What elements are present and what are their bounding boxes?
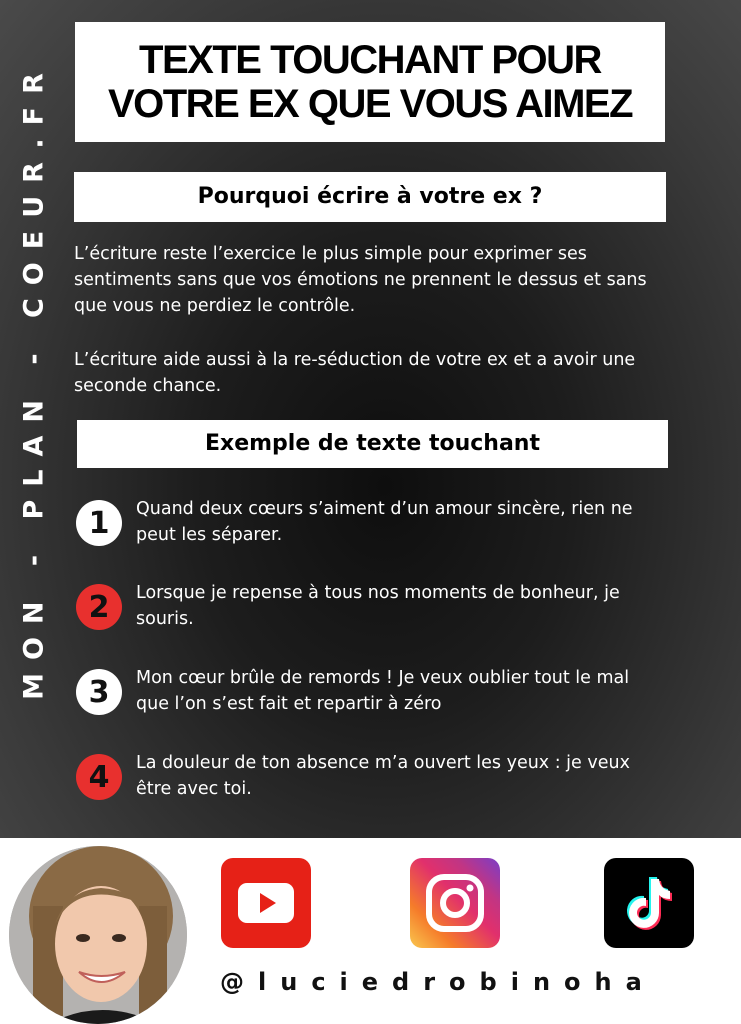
why-heading: Pourquoi écrire à votre ex ? xyxy=(74,172,666,222)
example-item-3 xyxy=(76,665,676,717)
example-item-1 xyxy=(76,496,676,548)
footer xyxy=(0,838,741,1024)
avatar-portrait xyxy=(9,846,187,1024)
social-handle[interactable]: @luciedrobinoha xyxy=(220,968,656,996)
example-text-3: Mon cœur brûle de remords ! Je veux oublier tout le mal que l’on s’est fait et repartir à zéro xyxy=(136,668,630,714)
number-badge-1: 1 xyxy=(76,500,122,546)
tiktok-icon[interactable] xyxy=(604,858,694,948)
example-text-1: Quand deux cœurs s’aiment d’un amour sincère, rien ne peut les séparer. xyxy=(136,499,633,545)
number-badge-3: 3 xyxy=(76,669,122,715)
why-paragraph-2: L’écriture aide aussi à la re-séduction de votre ex et a avoir une seconde chance. xyxy=(74,350,636,396)
why-paragraph-1: L’écriture reste l’exercice le plus simple pour exprimer ses sentiments sans que vos émotions ne prennent le dessus et sans que vous ne perdiez le contrôle. xyxy=(74,244,647,316)
example-item-4 xyxy=(76,750,676,802)
title-line-1: TEXTE TOUCHANT POUR xyxy=(139,38,601,82)
instagram-icon[interactable] xyxy=(410,858,500,948)
vertical-brand-text: MON - PLAN - COEUR.FR xyxy=(18,60,50,700)
avatar xyxy=(9,846,187,1024)
example-text-2: Lorsque je repense à tous nos moments de bonheur, je souris. xyxy=(136,583,620,629)
example-item-2 xyxy=(76,580,676,632)
title-line-2: VOTRE EX QUE VOUS AIMEZ xyxy=(107,82,633,126)
examples-heading: Exemple de texte touchant xyxy=(77,420,668,468)
number-badge-2: 2 xyxy=(76,584,122,630)
example-text-4: La douleur de ton absence m’a ouvert les yeux : je veux être avec toi. xyxy=(136,753,630,799)
page-title xyxy=(75,22,665,142)
number-badge-4: 4 xyxy=(76,754,122,800)
youtube-icon[interactable] xyxy=(221,858,311,948)
